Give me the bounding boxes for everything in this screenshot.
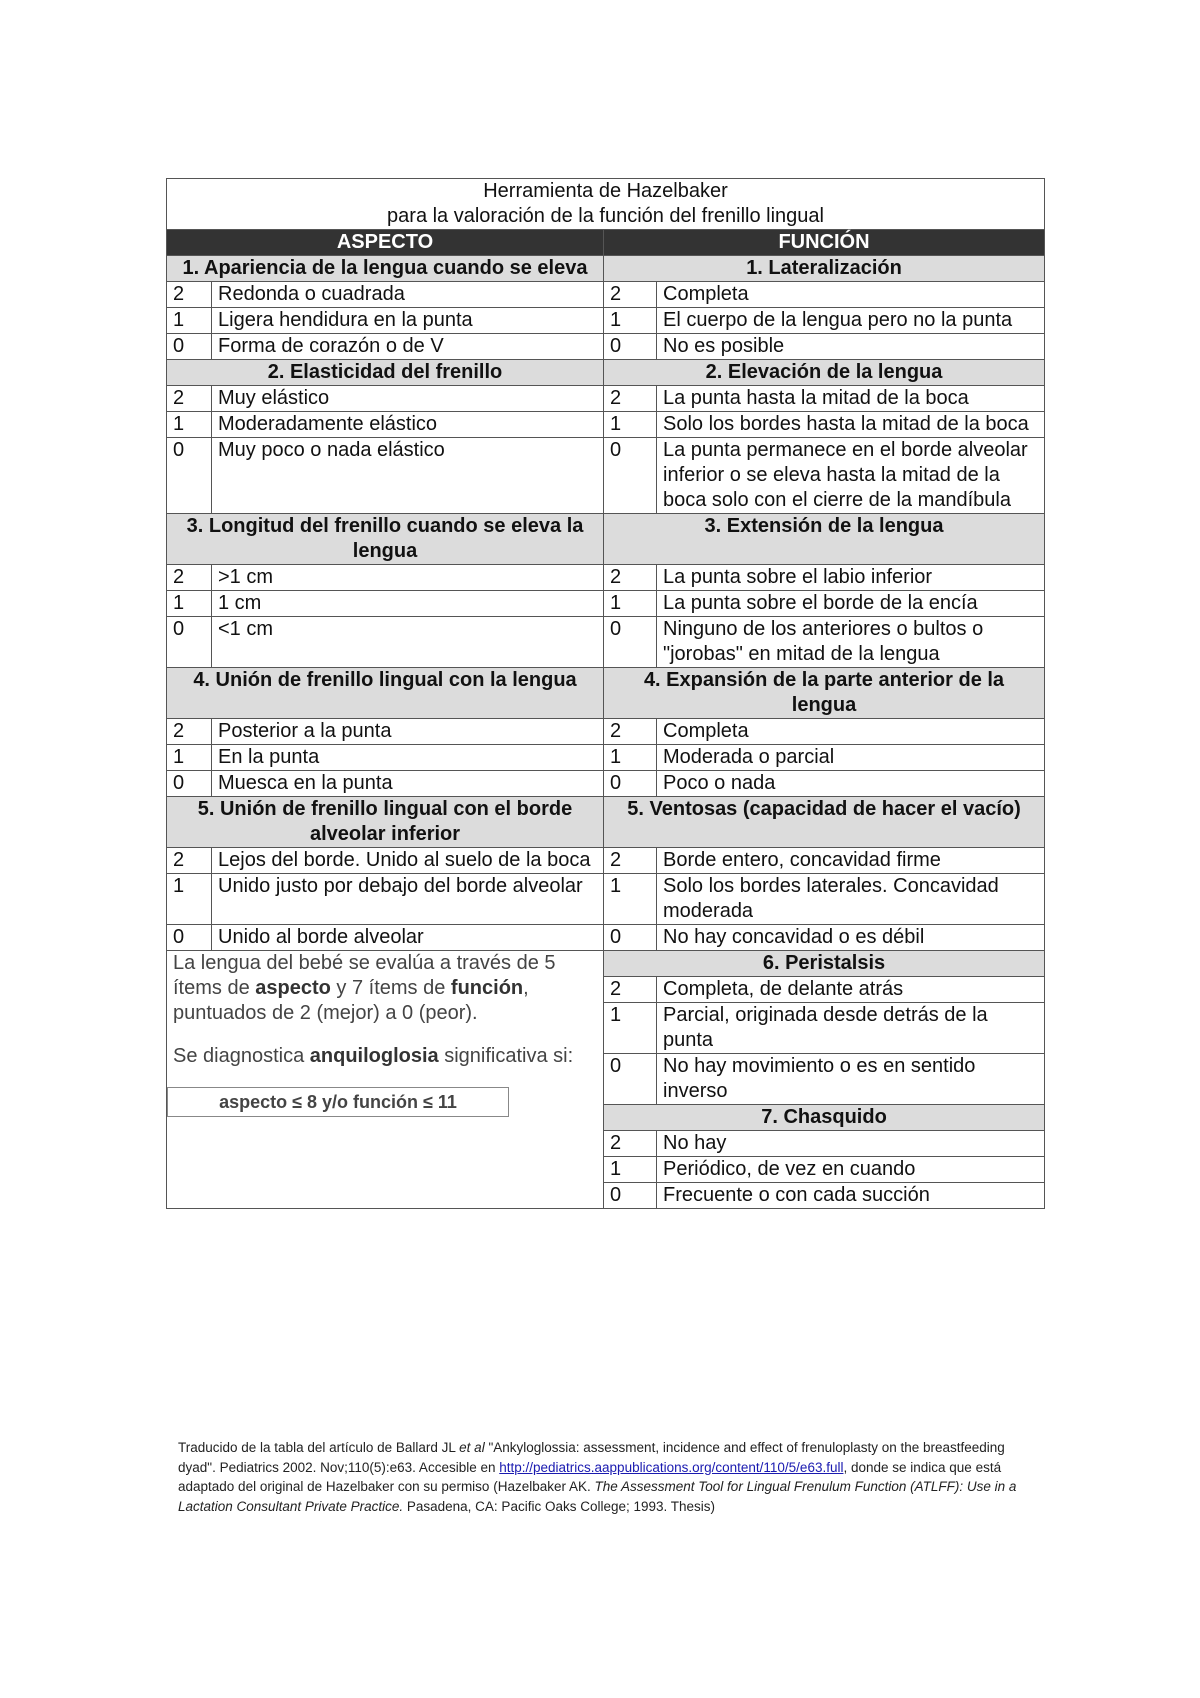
function-heading: 4. Expansión de la parte anterior de la lengua <box>604 668 1045 719</box>
aspect-score: 1 <box>167 412 212 438</box>
function-score: 2 <box>604 282 657 308</box>
table-row <box>167 308 1045 334</box>
note-text: significativa si: <box>438 1045 574 1067</box>
aspect-text: Posterior a la punta <box>212 719 604 745</box>
aspect-text: Muy poco o nada elástico <box>212 438 604 514</box>
function-text: No hay movimiento o es en sentido inverso <box>657 1054 1045 1105</box>
section-header-row <box>167 256 1045 282</box>
note-text: , puntuados de 2 (mejor) a 0 (peor). <box>173 977 529 1024</box>
title-line-2: para la valoración de la función del frenillo lingual <box>387 205 824 227</box>
function-score: 2 <box>604 977 657 1003</box>
reference-footnote <box>178 1438 1038 1516</box>
function-text: Ninguno de los anteriores o bultos o "jorobas" en mitad de la lengua <box>657 617 1045 668</box>
aspect-score: 0 <box>167 334 212 360</box>
function-score: 0 <box>604 617 657 668</box>
table-row <box>167 925 1045 951</box>
aspect-heading: 3. Longitud del frenillo cuando se eleva la lengua <box>167 514 604 565</box>
function-score: 0 <box>604 925 657 951</box>
aspect-heading: 4. Unión de frenillo lingual con la lengua <box>167 668 604 719</box>
function-text: Periódico, de vez en cuando <box>657 1157 1045 1183</box>
function-text: Parcial, originada desde detrás de la punta <box>657 1003 1045 1054</box>
aspect-score: 2 <box>167 565 212 591</box>
function-score: 1 <box>604 591 657 617</box>
function-score: 1 <box>604 874 657 925</box>
assessment-table <box>166 178 1045 1209</box>
table-row <box>167 412 1045 438</box>
note-bold-aspecto: aspecto <box>255 977 331 999</box>
function-text: La punta hasta la mitad de la boca <box>657 386 1045 412</box>
function-heading: 1. Lateralización <box>604 256 1045 282</box>
aspect-text: Lejos del borde. Unido al suelo de la boca <box>212 848 604 874</box>
table-row <box>167 565 1045 591</box>
aspect-score: 1 <box>167 591 212 617</box>
aspect-text: Unido justo por debajo del borde alveolar <box>212 874 604 925</box>
aspect-score: 2 <box>167 848 212 874</box>
aspect-text: Moderadamente elástico <box>212 412 604 438</box>
function-score: 1 <box>604 308 657 334</box>
function-score: 2 <box>604 386 657 412</box>
ref-text-4: Pasadena, CA: Pacific Oaks College; 1993. Thesis) <box>403 1498 716 1514</box>
table-row <box>167 719 1045 745</box>
ref-text-2: "Ankyloglossia: assessment, incidence and effect of frenuloplasty on the breastfeeding dyad". Pediatrics 2002. Nov;110(5):e63. Accesible en <box>178 1440 1005 1475</box>
table-row <box>167 591 1045 617</box>
function-text: Borde entero, concavidad firme <box>657 848 1045 874</box>
function-text: Completa <box>657 282 1045 308</box>
note-text: La lengua del bebé se evalúa a través de 5 ítems de <box>173 952 556 999</box>
section-header-row <box>167 797 1045 848</box>
function-heading: 5. Ventosas (capacidad de hacer el vacío) <box>604 797 1045 848</box>
function-score: 1 <box>604 1003 657 1054</box>
function-text: Moderada o parcial <box>657 745 1045 771</box>
summary-note <box>167 951 604 1209</box>
aspect-text: Forma de corazón o de V <box>212 334 604 360</box>
aspect-text: <1 cm <box>212 617 604 668</box>
aspect-text: Redonda o cuadrada <box>212 282 604 308</box>
table-row <box>167 874 1045 925</box>
aspect-text: Muy elástico <box>212 386 604 412</box>
function-score: 2 <box>604 1131 657 1157</box>
ref-link[interactable]: http://pediatrics.aappublications.org/content/110/5/e63.full <box>499 1459 844 1475</box>
function-text: Completa <box>657 719 1045 745</box>
diagnosis-formula: aspecto ≤ 8 y/o función ≤ 11 <box>167 1087 509 1117</box>
section-header-row <box>167 668 1045 719</box>
section-header-row <box>167 360 1045 386</box>
section-header-row <box>167 514 1045 565</box>
function-text: No hay <box>657 1131 1045 1157</box>
table-title <box>167 179 1045 230</box>
function-text: Solo los bordes hasta la mitad de la boca <box>657 412 1045 438</box>
function-score: 0 <box>604 1054 657 1105</box>
function-text: Solo los bordes laterales. Concavidad moderada <box>657 874 1045 925</box>
aspect-score: 0 <box>167 438 212 514</box>
note-text: Se diagnostica <box>173 1045 310 1067</box>
note-bold-funcion: función <box>450 977 524 999</box>
function-heading: 3. Extensión de la lengua <box>604 514 1045 565</box>
table-row <box>167 745 1045 771</box>
function-score: 2 <box>604 565 657 591</box>
table-row <box>167 617 1045 668</box>
function-score: 1 <box>604 745 657 771</box>
function-score: 2 <box>604 719 657 745</box>
function-heading: 7. Chasquido <box>604 1105 1045 1131</box>
function-score: 0 <box>604 334 657 360</box>
aspect-score: 1 <box>167 874 212 925</box>
function-text: No es posible <box>657 334 1045 360</box>
title-line-1: Herramienta de Hazelbaker <box>483 180 728 202</box>
ref-text-1: Traducido de la tabla del artículo de Ballard JL <box>178 1440 460 1455</box>
function-score: 1 <box>604 412 657 438</box>
note-text: y 7 ítems de <box>330 977 451 999</box>
note-paragraph-1 <box>173 951 597 1026</box>
aspect-text: >1 cm <box>212 565 604 591</box>
header-aspecto: ASPECTO <box>167 230 604 256</box>
table-row <box>167 848 1045 874</box>
function-text: El cuerpo de la lengua pero no la punta <box>657 308 1045 334</box>
function-score: 0 <box>604 1183 657 1209</box>
aspect-text: Muesca en la punta <box>212 771 604 797</box>
aspect-score: 2 <box>167 386 212 412</box>
table-row <box>167 282 1045 308</box>
aspect-heading: 5. Unión de frenillo lingual con el borde alveolar inferior <box>167 797 604 848</box>
aspect-text: 1 cm <box>212 591 604 617</box>
ref-etal: et al <box>459 1440 485 1455</box>
section-header-row <box>167 951 1045 977</box>
function-score: 0 <box>604 438 657 514</box>
ref-text-3: , donde se indica que está adaptado del original de Hazelbaker con su permiso (Hazelbaker AK. <box>178 1459 1002 1494</box>
aspect-heading: 2. Elasticidad del frenillo <box>167 360 604 386</box>
function-text: Poco o nada <box>657 771 1045 797</box>
aspect-text: Ligera hendidura en la punta <box>212 308 604 334</box>
table-row <box>167 334 1045 360</box>
aspect-score: 2 <box>167 719 212 745</box>
aspect-score: 0 <box>167 771 212 797</box>
aspect-score: 1 <box>167 745 212 771</box>
aspect-text: En la punta <box>212 745 604 771</box>
function-heading: 2. Elevación de la lengua <box>604 360 1045 386</box>
function-score: 1 <box>604 1157 657 1183</box>
function-text: La punta sobre el borde de la encía <box>657 591 1045 617</box>
note-paragraph-2 <box>173 1044 597 1069</box>
ref-thesis-title: The Assessment Tool for Lingual Frenulum Function (ATLFF): Use in a Lactation Consultant Private Practice. <box>178 1479 1017 1514</box>
aspect-heading: 1. Apariencia de la lengua cuando se eleva <box>167 256 604 282</box>
aspect-text: Unido al borde alveolar <box>212 925 604 951</box>
function-text: La punta sobre el labio inferior <box>657 565 1045 591</box>
function-score: 2 <box>604 848 657 874</box>
table-row <box>167 386 1045 412</box>
note-bold-anquiloglosia: anquiloglosia <box>309 1045 439 1067</box>
aspect-score: 0 <box>167 925 212 951</box>
function-text: La punta permanece en el borde alveolar inferior o se eleva hasta la mitad de la boca solo con el cierre de la mandíbula <box>657 438 1045 514</box>
aspect-score: 1 <box>167 308 212 334</box>
function-text: Frecuente o con cada succión <box>657 1183 1045 1209</box>
aspect-score: 2 <box>167 282 212 308</box>
function-text: Completa, de delante atrás <box>657 977 1045 1003</box>
function-score: 0 <box>604 771 657 797</box>
table-row <box>167 771 1045 797</box>
table-row <box>167 438 1045 514</box>
hazelbaker-sheet <box>166 178 1044 1209</box>
function-heading: 6. Peristalsis <box>604 951 1045 977</box>
header-funcion: FUNCIÓN <box>604 230 1045 256</box>
aspect-score: 0 <box>167 617 212 668</box>
function-text: No hay concavidad o es débil <box>657 925 1045 951</box>
